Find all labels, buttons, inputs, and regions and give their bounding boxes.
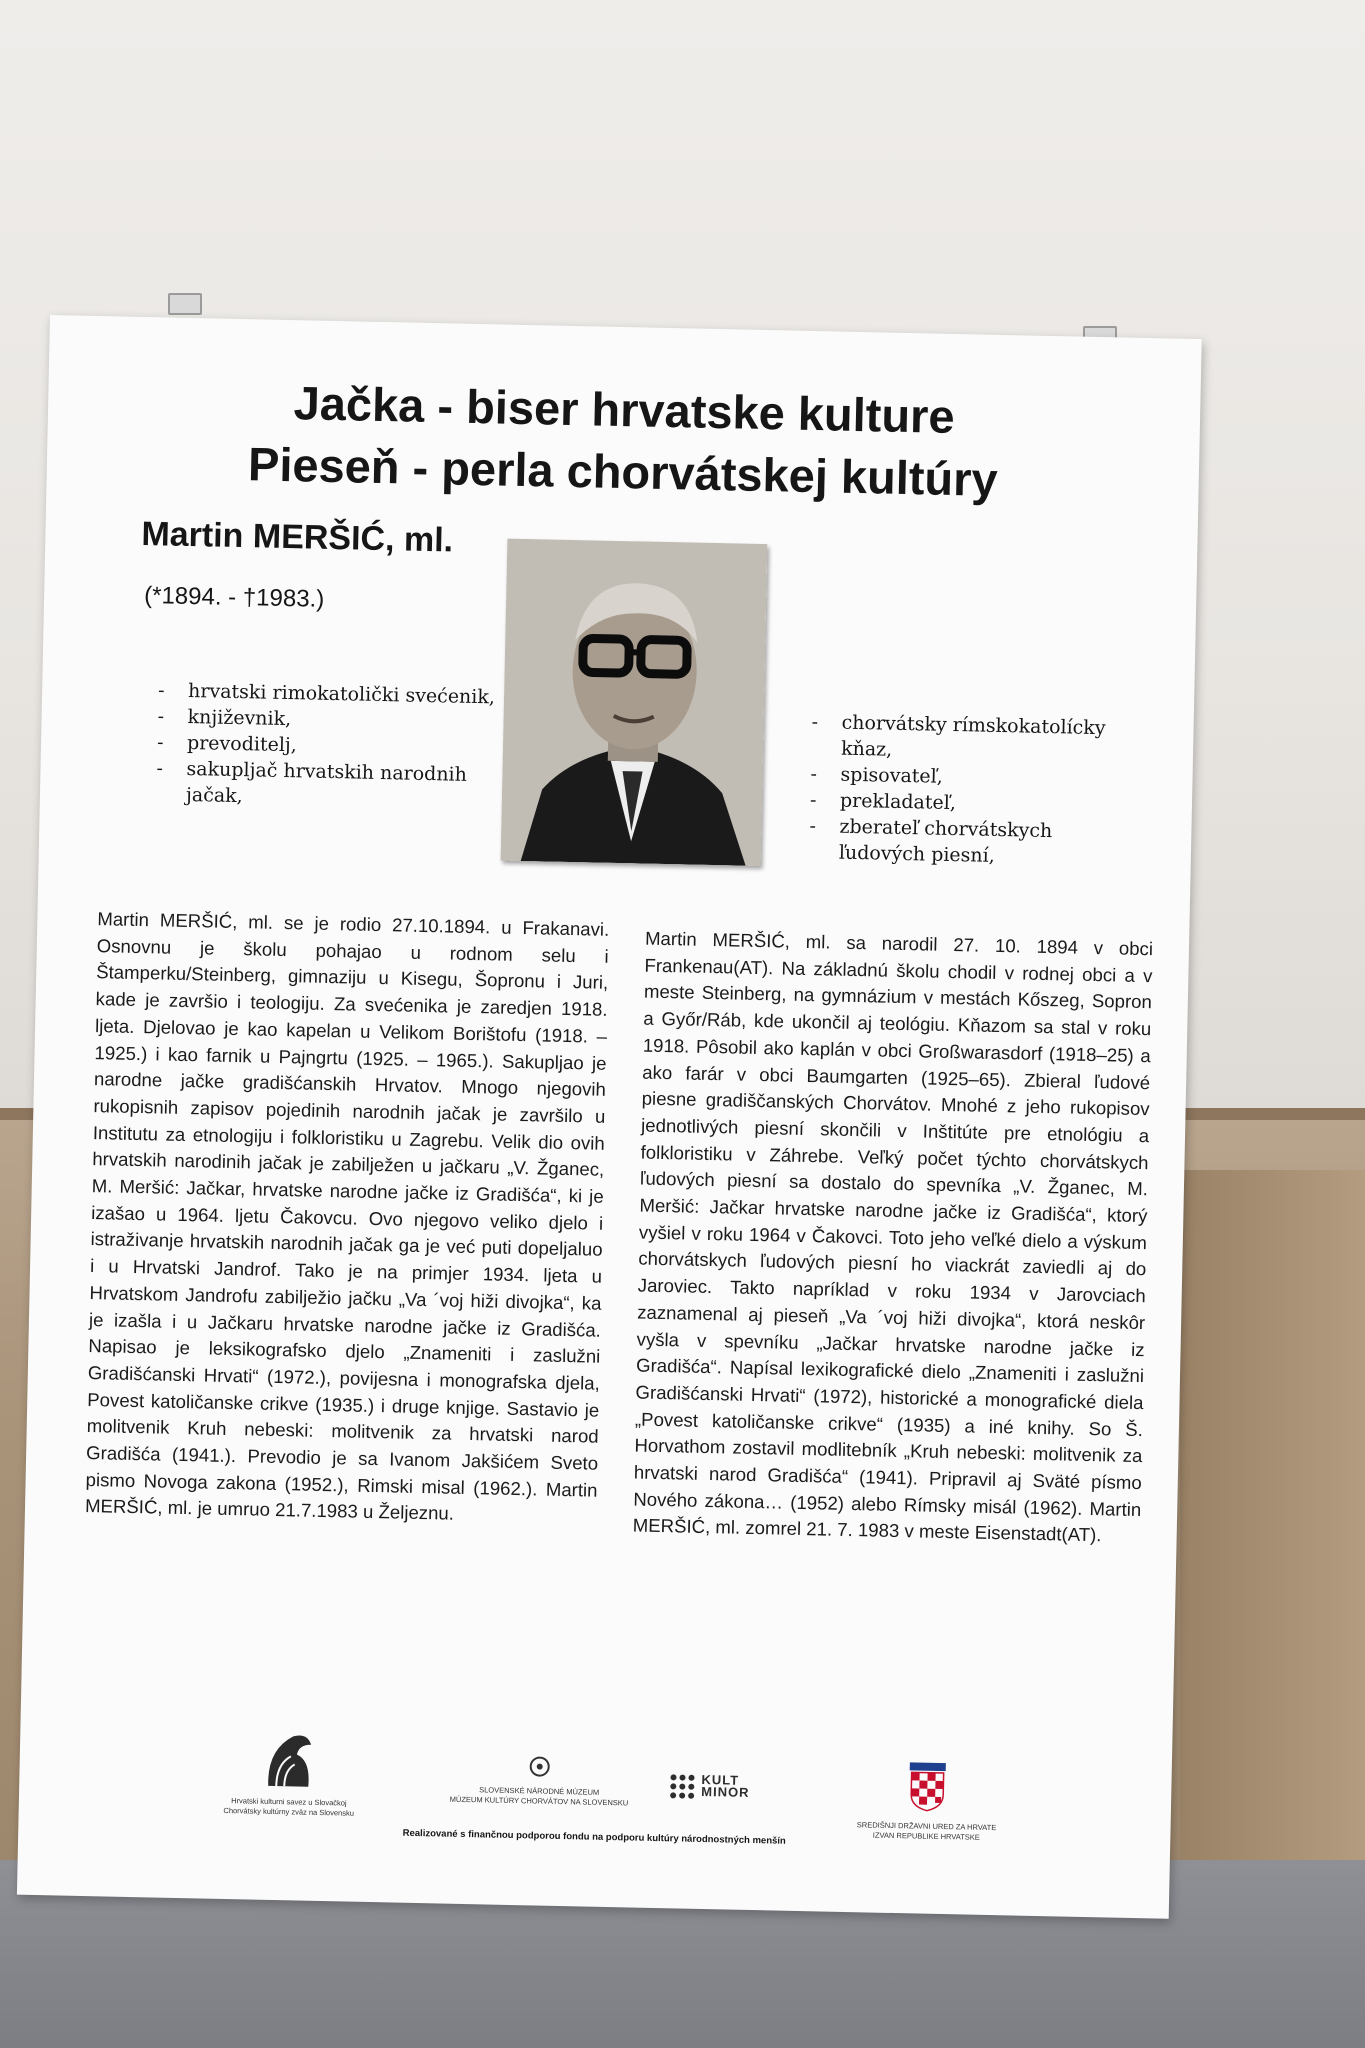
biography-croatian: Martin MERŠIĆ, ml. se je rodio 27.10.1894. u Frakanavi. Osnovnu je školu pohajao u rodnom selu i Štamperku/Steinberg, gimnaziju u Kisegu, Šopronu i Juri, kade je završio i teologiju. Za svećenika je zaredjen 1918. ljeta. Djelovao je kao kapelan u Velikom Borištofu (1918. – 1925.) i kao farnik u Pajngrtu (1925. – 1965.). Sakupljao je narodne jačke gradišćanskih Hrvatov. Mnogo njegovih rukopisnih zapisov pojedinih narodnih jačak je završilo u Institutu za etnologiju i folkloristiku u Zagrebu. Velik dio ovih hrvatskih narodinih jačak je zabilježen u jačkaru „V. Žganec, M. Meršić: Jačkar, hrvatske narodne jačke iz Gradišća“, ki je izašao u 1964. ljetu Čakovcu. Ovo njegovo veliko djelo i istraživanje hrvatskih narodnih jačak ga je već puti dopeljaluo i u Hrvatski Jandrof. Tako je na primjer 1934. ljeta u Hrvatskom Jandrofu zabilježio jačku „Va ´voj hiži divojka“, ka je izašla i u Jačkaru hrvatske narodne jačke iz Gradišća. Napisao je leksikografsko djelo „Znameniti i zaslužni Gradišćanski Hrvati“ (1972.), povijesna i monografska djela, Povest katoličanske crikve (1935.) i druge knjige. Sastavio je molitvenik Kruh nebeski: molitvenik za hrvatski narod Gradišća (1941.). Prevodio je sa Ivanom Jakšićem Sveto pismo Novoga zakona (1952.), Rimski misal (1962.). Martin MERŠIĆ, ml. je umruo 21.7.1983 u Željeznu.	[84, 908, 610, 1525]
logo-slovak-national-museum: SLOVENSKÉ NÁRODNÉ MÚZEUM MÚZEUM KULTÚRY CHORVÁTOV NA SLOVENSKU	[439, 1753, 640, 1808]
croatian-coat-of-arms-icon	[907, 1760, 948, 1813]
roles-list-slovak	[809, 709, 1142, 872]
poster-title	[46, 367, 1200, 515]
union-emblem-icon	[262, 1730, 317, 1789]
life-dates: (*1894. - †1983.)	[143, 582, 325, 613]
title-slovak: Pieseň - perla chorvátskej kultúry	[247, 437, 999, 506]
role-item: - spisovateľ,	[810, 761, 1140, 794]
wood-panel-right	[1180, 1170, 1365, 1870]
role-item: - prevoditelj,	[157, 729, 497, 762]
role-item: - prekladateľ,	[810, 787, 1140, 820]
role-item: - zberateľ chorvátskych ľudových piesní,	[809, 813, 1140, 872]
logo-kult-minor: KULT MINOR	[669, 1773, 780, 1801]
museum-emblem-icon	[528, 1755, 550, 1777]
role-item: - književnik,	[157, 703, 497, 736]
portrait-photo	[501, 539, 768, 866]
title-croatian: Jačka - biser hrvatske kulture	[293, 376, 956, 443]
logo-croatian-state-office: SREDIŠNJI DRŽAVNI URED ZA HRVATE IZVAN REPUBLIKE HRVATSKE	[846, 1759, 1008, 1843]
logo-croatian-cultural-union: Hrvatski kulturni savez u Slovačkoj Chorvátsky kultúrny zväz na Slovensku	[189, 1728, 391, 1819]
kult-minor-dots-icon	[669, 1773, 696, 1800]
poster-board	[17, 315, 1202, 1919]
hanging-hook-left	[168, 293, 202, 315]
role-item: - sakupljač hrvatskih narodnih jačak,	[156, 755, 497, 814]
roles-list-croatian	[156, 677, 499, 814]
funding-note: Realizované s finančnou podporou fondu na podporu kultúry národnostných menšín	[402, 1827, 786, 1847]
person-name: Martin MERŠIĆ, ml.	[141, 514, 454, 560]
portrait-illustration	[501, 539, 768, 866]
role-item: - hrvatski rimokatolički svećenik,	[158, 677, 498, 710]
role-item: - chorvátsky rímskokatolícky kňaz,	[811, 709, 1142, 768]
biography-slovak: Martin MERŠIĆ, ml. sa narodil 27. 10. 1894 v obci Frankenau(AT). Na základnú školu chodil v rodnej obci a v meste Steinberg, na gymnázium v mestách Kőszeg, Sopron a Győr/Ráb, kde ukončil aj teológiu. Kňazom sa stal v roku 1918. Pôsobil ako kaplán v obci Großwarasdorf (1918–25) a ako farár v obci Baumgarten (1925–65). Zbieral ľudové piesne gradiščanských Chorvátov. Mnohé z jeho rukopisov jednotlivých piesní skončili v Inštitúte pre etnológiu a folkloristiku v Záhrebe. Veľký počet týchto chorvátskych ľudových piesní sa dostalo do spevníka „V. Žganec, M. Meršić: Jačkar hrvatske narodne jačke iz Gradišća“, ktorý vyšiel v roku 1964 v Čakovci. Toto jeho veľké dielo a výskum chorvátskych ľudových piesní ho viackrát zaviedli aj do Jaroviec. Takto napríklad v roku 1934 v Jarovciach zaznamenal aj pieseň „Va ´voj hiži divojka“, ktorá neskôr vyšla v spevníku „Jačkar hrvatske narodne jačke iz Gradišća“. Napísal lexikografické dielo „Znameniti i zaslužni Gradišćanski Hrvati“ (1972), historické a monografické diela „Povest katoličanske crikve“ (1935) a iné knihy. So Š. Horvathom zostavil modlitebník „Kruh nebeski: molitvenik za hrvatski narod Gradišća“ (1941). Pripravil aj Sväté písmo Nového zákona… (1952) alebo Rímsky misál (1962). Martin MERŠIĆ, ml. zomrel 21. 7. 1983 v meste Eisenstadt(AT).	[632, 927, 1154, 1546]
